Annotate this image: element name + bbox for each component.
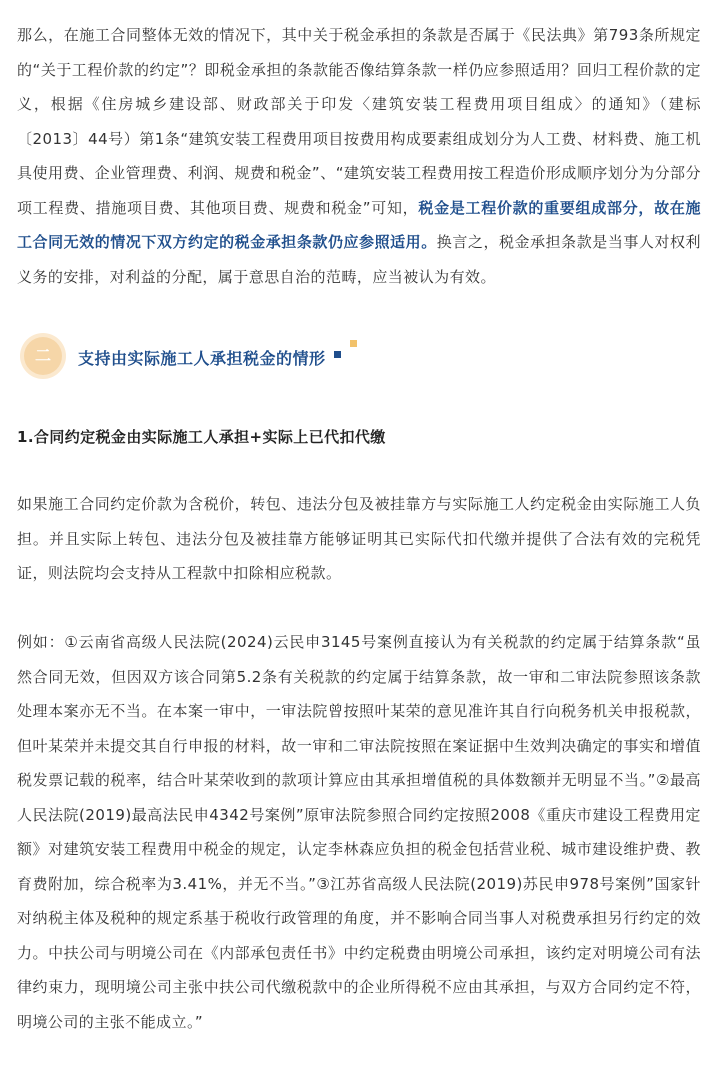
paragraph-text: 那么，在施工合同整体无效的情况下，其中关于税金承担的条款是否属于《民法典》第793条所规定的“关于工程价款的约定”？即税金承担的条款能否像结算条款一样仍应参照适用？回归工程价款的定义，根据《住房城乡建设部、财政部关于印发〈建筑安装工程费用项目组成〉的通知》（建标〔2013〕44号）第1条“建筑安装工程费用项目按费用构成要素组成划分为人工费、材料费、施工机具使用费、企业管理费、利润、规费和税金”、“建筑安装工程费用按工程造价形成顺序划分为分部分项工程费、措施项目费、其他项目费、规费和税金”可知， (17, 26, 701, 217)
paragraph-case-examples: 例如：①云南省高级人民法院(2024)云民申3145号案例直接认为有关税款的约定属于结算条款“虽然合同无效，但因双方该合同第5.2条有关税款的约定属于结算条款，故一审和二审法院参照该条款处理本案亦无不当。在本案一审中，一审法院曾按照叶某荣的意见准许其自行向税务机关申报税款，但叶某荣并未提交其自行申报的材料，故一审和二审法院按照在案证据中生效判决确定的事实和增值税发票记载的税率，结合叶某荣收到的款项计算应由其承担增值税的具体数额并无明显不当。”②最高人民法院(2019)最高法民申4342号案例”原审法院参照合同约定按照2008《重庆市建设工程费用定额》对建筑安装工程费用中税金的规定，认定李林森应负担的税金包括营业税、城市建设维护费、教育费附加，综合税率为3.41%，并无不当。”③江苏省高级人民法院(2019)苏民申978号案例”国家针对纳税主体及税种的规定系基于税收行政管理的角度，并不影响合同当事人对税费承担另行约定的效力。中扶公司与明境公司在《内部承包责任书》中约定税费由明境公司承担，该约定对明境公司有法律约束力，现明境公司主张中扶公司代缴税款中的企业所得税不应由其承担，与双方合同约定不符，明境公司的主张不能成立。” (17, 633, 701, 1031)
paragraph-tax-clause-validity (17, 18, 701, 294)
paragraph-contract-terms: 如果施工合同约定价款为含税价，转包、违法分包及被挂靠方与实际施工人约定税金由实际施工人负担。并且实际上转包、违法分包及被挂靠方能够证明其已实际代扣代缴并提供了合法有效的完税凭证，则法院均会支持从工程款中扣除相应税款。 (17, 495, 701, 582)
subheading: 1.合同约定税金由实际施工人承担+实际上已代扣代缴 (17, 428, 386, 446)
section-number: 二 (34, 346, 51, 365)
decorative-square-icon (350, 340, 357, 347)
section-header (24, 337, 364, 381)
decorative-square-icon (334, 351, 341, 358)
paragraph-text: 换言之，税金承担条款是当事人对权利义务的安排，对利益的分配，属于意思自治的范畴，应当被认为有效。 (17, 233, 702, 286)
section-title: 支持由实际施工人承担税金的情形 (78, 349, 326, 368)
highlighted-conclusion: 税金是工程价款的重要组成部分，故在施工合同无效的情况下双方约定的税金承担条款仍应参照适用。 (17, 198, 701, 251)
